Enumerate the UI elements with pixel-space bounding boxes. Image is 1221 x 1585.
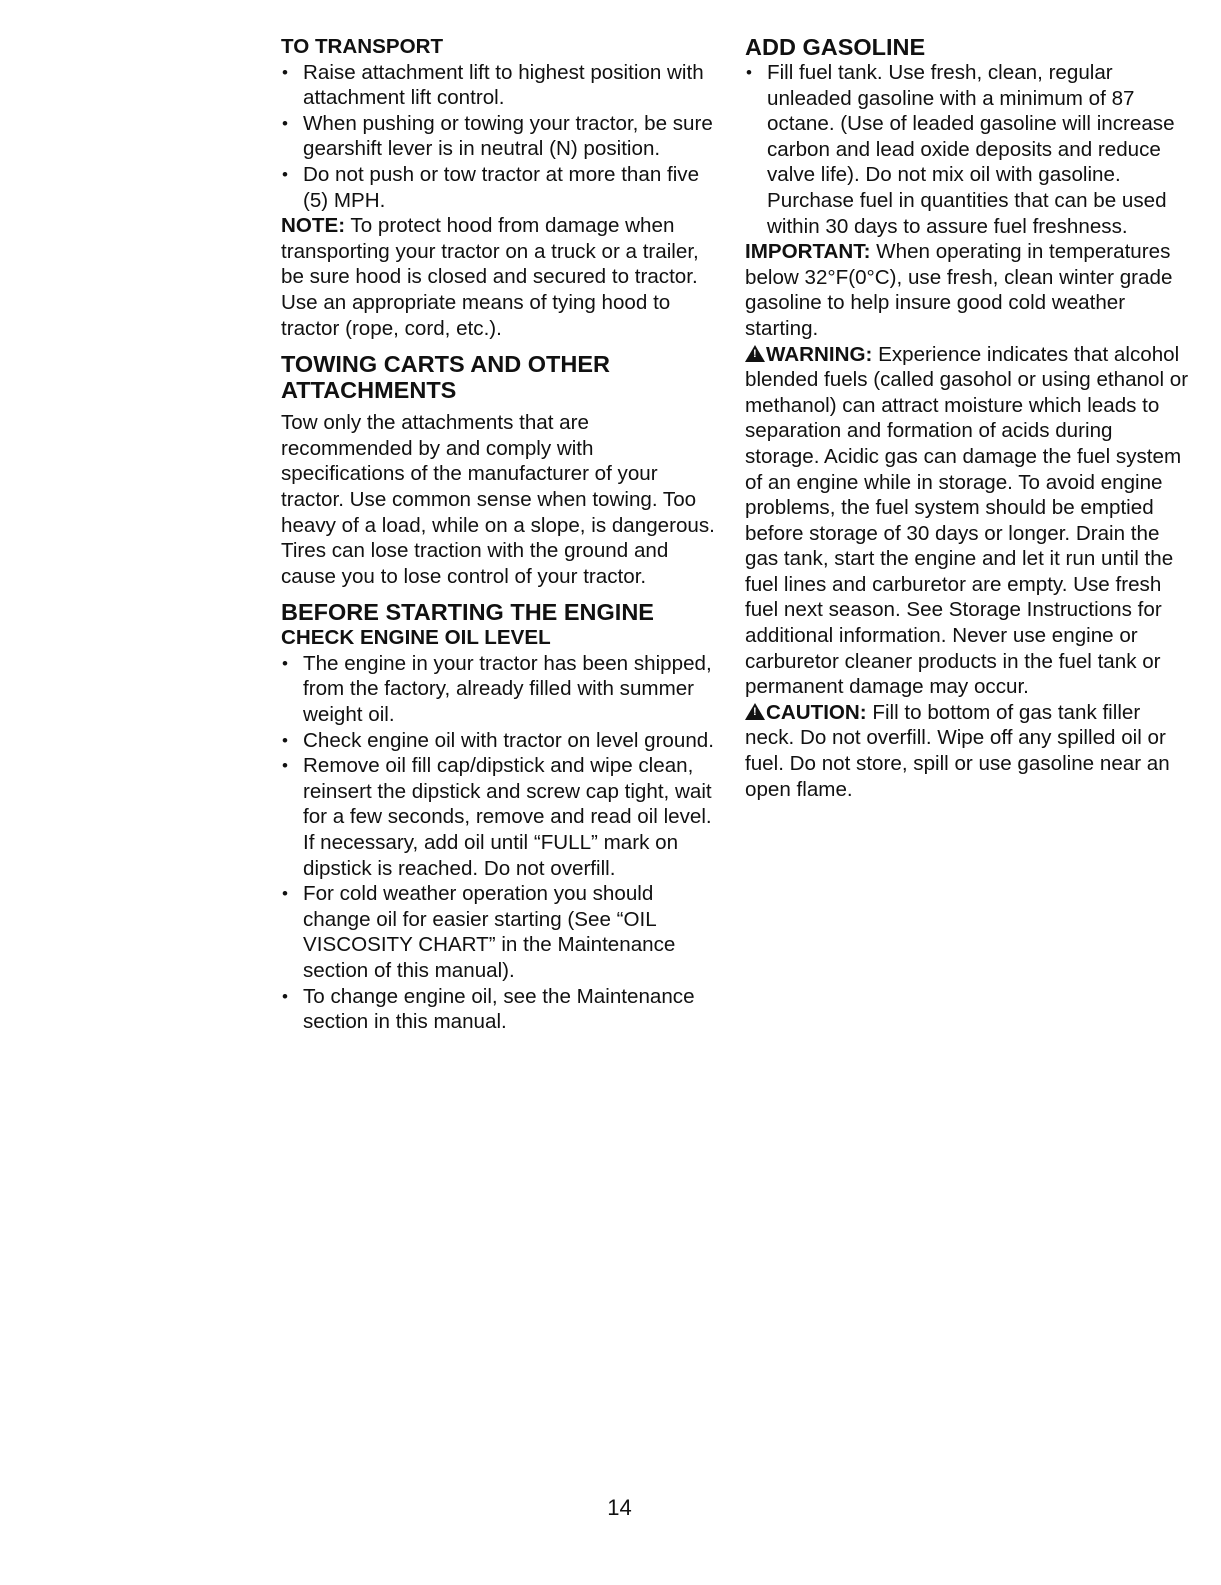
list-item: • The engine in your tractor has been shipped, from the factory, already filled with summer weight oil. — [281, 651, 721, 728]
caution-label: CAUTION: — [766, 700, 867, 724]
list-item: • When pushing or towing your tractor, be sure gearshift lever is in neutral (N) position. — [281, 111, 721, 162]
to-transport-heading: TO TRANSPORT — [281, 35, 444, 58]
important-label: IMPORTANT: — [745, 240, 871, 264]
caution-paragraph — [745, 700, 1190, 802]
caution-text: Fill to bottom of gas tank filler neck. Do not overfill. Wipe off any spilled oil or fuel. Do not store, spill or use gasoline near an open flame. — [745, 700, 1170, 801]
check-oil-subheading: CHECK ENGINE OIL LEVEL — [281, 626, 551, 650]
list-item: • Raise attachment lift to highest position with attachment lift control. — [281, 60, 721, 111]
list-item: • Do not push or tow tractor at more than five (5) MPH. — [281, 162, 721, 213]
towing-heading: TOWING CARTS AND OTHER ATTACHMENTS — [281, 351, 610, 404]
note-text: To protect hood from damage when transporting your tractor on a truck or a trailer, be sure hood is closed and secured to tractor. Use an appropriate means of tying hood to tractor (rope, cord, etc.). — [281, 214, 699, 340]
list-item: • Check engine oil with tractor on level ground. — [281, 728, 721, 754]
add-gasoline-heading: ADD GASOLINE — [745, 34, 926, 60]
warning-paragraph — [745, 342, 1190, 700]
towing-paragraph: Tow only the attachments that are recommended by and comply with specifications of the manufacturer of your tractor. Use common sense when towing. Too heavy of a load, while on a slope, is dangerous. Tires can lose traction with the ground and cause you to lose control of your tractor. — [281, 411, 715, 588]
list-item: • To change engine oil, see the Maintenance section in this manual. — [281, 984, 721, 1035]
important-paragraph — [745, 239, 1190, 341]
list-item: • Fill fuel tank. Use fresh, clean, regular unleaded gasoline with a minimum of 87 octane. (Use of leaded gasoline will increase carbon and lead oxide deposits and reduce valve life). Do not mix oil with gasoline. Purchase fuel in quantities that can be used within 30 days to assure fuel freshness. — [745, 60, 1190, 239]
list-item: • For cold weather operation you should change oil for easier starting (See “OIL VISCOSITY CHART” in the Maintenance section of this manual). — [281, 881, 721, 983]
gasoline-list — [745, 60, 1190, 239]
note-paragraph — [281, 213, 721, 341]
before-starting-heading: BEFORE STARTING THE ENGINE — [281, 599, 654, 626]
warning-triangle-icon — [745, 345, 765, 362]
warning-label: WARNING: — [766, 342, 873, 366]
oil-list — [281, 651, 721, 1035]
warning-text: Experience indicates that alcohol blended fuels (called gasohol or using ethanol or methanol) can attract moisture which leads to separation and formation of acids during storage. Acidic gas can damage the fuel system of an engine while in storage. To avoid engine problems, the fuel system should be emptied before storage of 30 days or longer. Drain the gas tank, start the engine and let it run until the fuel lines and carburetor are empty. Use fresh fuel next season. See Storage Instructions for additional information. Never use engine or carburetor cleaner products in the fuel tank or permanent damage may occur. — [745, 342, 1189, 699]
important-text: When operating in temperatures below 32°F(0°C), use fresh, clean winter grade gasoline to help insure good cold weather starting. — [745, 240, 1173, 340]
page-number: 14 — [607, 1495, 632, 1520]
right-column — [745, 34, 1190, 802]
note-label: NOTE: — [281, 214, 346, 238]
transport-list — [281, 60, 721, 214]
left-column — [281, 34, 721, 1035]
list-item: • Remove oil fill cap/dipstick and wipe clean, reinsert the dipstick and screw cap tight, wait for a few seconds, remove and read oil level. If necessary, add oil until “FULL” mark on dipstick is reached. Do not overfill. — [281, 753, 721, 881]
caution-triangle-icon — [745, 703, 765, 720]
